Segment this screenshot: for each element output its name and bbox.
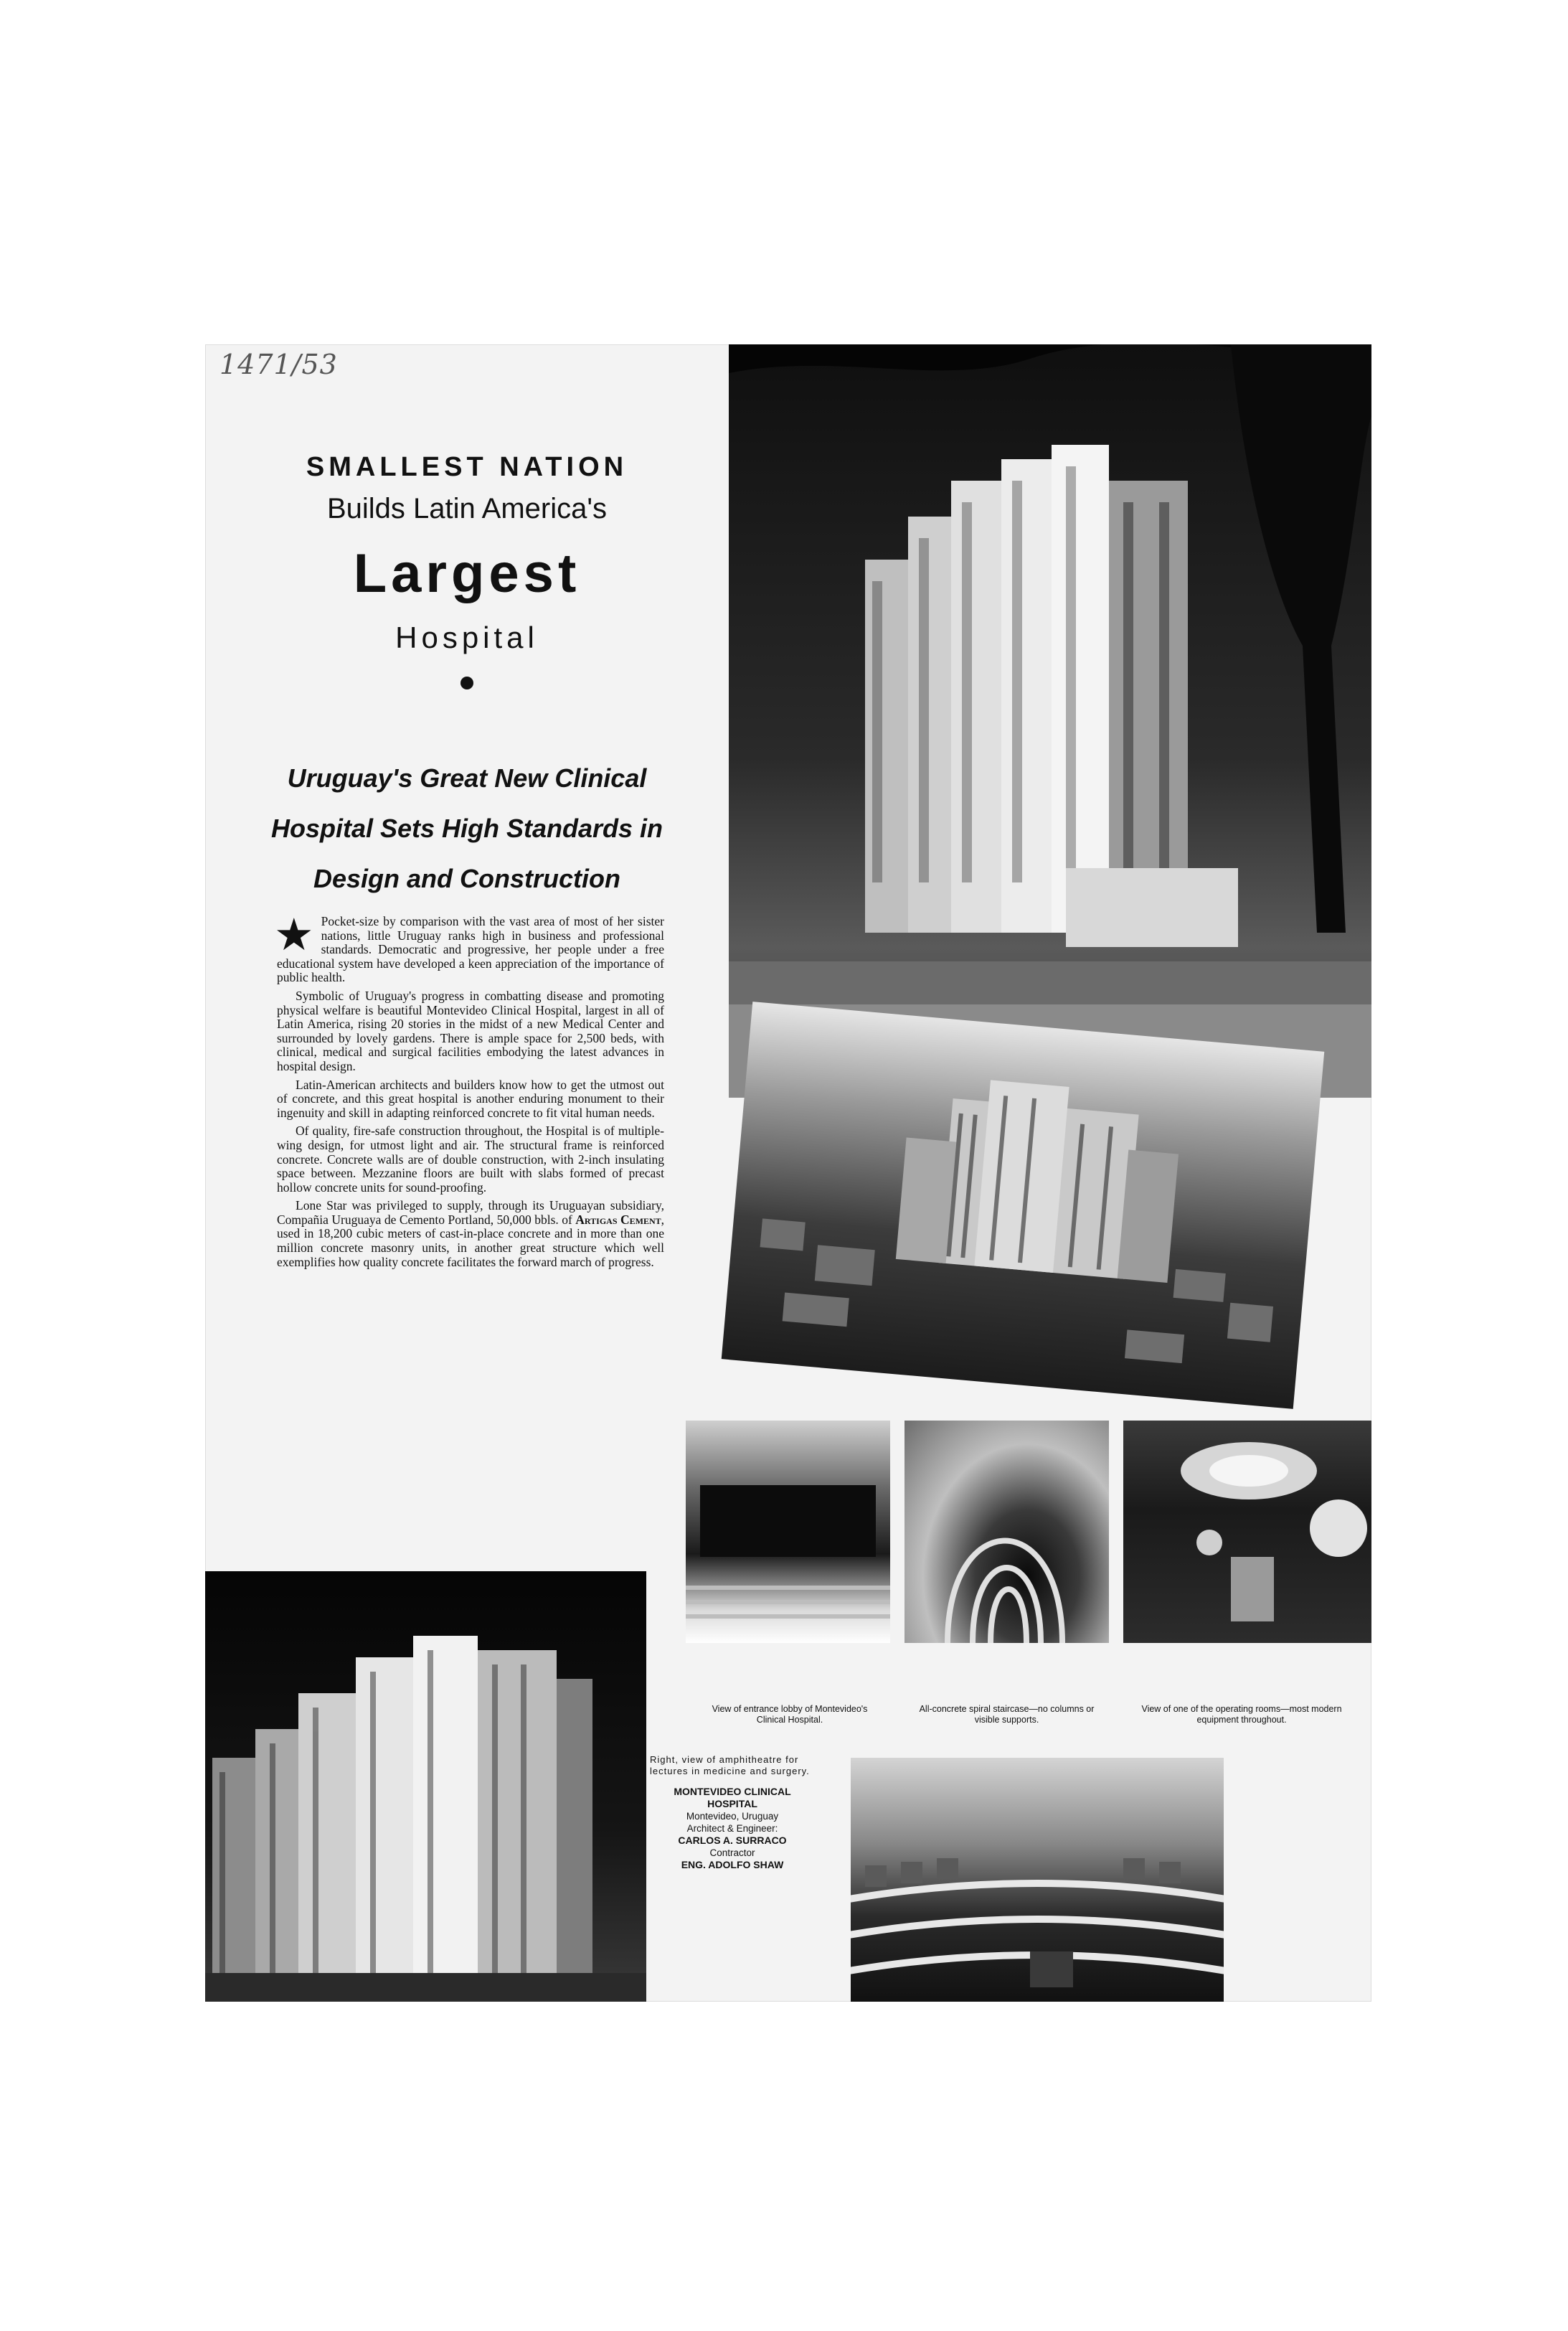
body-paragraph: Of quality, fire-safe construction throughout, the Hospital is of multiple-wing design, for utmost light and air. The structural frame is reinforced concrete. Concrete walls are of double construction, with 2-inch insulating space between. Mezzanine floors are built with slabs formed of precast hollow concrete units for sound-proofing. — [277, 1124, 664, 1195]
handwritten-note: 1471/53 — [219, 349, 338, 380]
credits-block — [650, 1754, 815, 1871]
hospital-location: Montevideo, Uruguay — [686, 1811, 779, 1822]
hospital-name-line-1: MONTEVIDEO CLINICAL — [674, 1786, 791, 1797]
hospital-name-line-2: HOSPITAL — [707, 1798, 757, 1809]
spiral-staircase-photo — [905, 1421, 1109, 1643]
architect-name: CARLOS A. SURRACO — [678, 1835, 787, 1846]
headline-line-4: Hospital — [395, 621, 539, 654]
operating-room-photo — [1123, 1421, 1371, 1643]
body-paragraph: Latin-American architects and builders know how to get the utmost out of concrete, and this great hospital is another enduring monument to their ingenuity and skill in adapting reinforced concrete to fit vital human needs. — [277, 1077, 664, 1120]
caption-staircase: All-concrete spiral staircase—no columns or visible supports. — [919, 1704, 1095, 1725]
star-icon: ★ — [274, 911, 314, 960]
caption-operating: View of one of the operating rooms—most modern equipment throughout. — [1141, 1704, 1342, 1725]
headline-block — [205, 452, 729, 689]
body-text — [274, 911, 664, 1273]
body-paragraph: Lone Star was privileged to supply, through its Uruguayan subsidiary, Compañia Uruguaya de Cemento Portland, 50,000 bbls. of Artigas Cement, used in 18,200 cubic meters of cast-in-place concrete and in more than one million concrete masonry units, in another great structure which well exemplifies how quality concrete facilitates the forward march of progress. — [277, 1198, 664, 1269]
brand-name: Artigas Cement — [575, 1212, 661, 1227]
caption-amphitheatre: Right, view of amphitheatre for lectures in medicine and surgery. — [650, 1754, 810, 1776]
entrance-lobby-photo — [686, 1421, 890, 1643]
project-credits — [650, 1786, 815, 1871]
subheadline-line-2: Hospital Sets High Standards in — [270, 814, 663, 843]
subheadline — [248, 753, 686, 904]
headline-line-1: SMALLEST NATION — [306, 452, 628, 482]
architect-label: Architect & Engineer: — [686, 1823, 778, 1834]
aerial-city-photo — [722, 1002, 1325, 1409]
hospital-wings-photo — [205, 1571, 646, 2002]
contractor-name: ENG. ADOLFO SHAW — [681, 1859, 784, 1870]
subheadline-line-1: Uruguay's Great New Clinical — [287, 763, 647, 793]
body-paragraph: Symbolic of Uruguay's progress in combatting disease and promoting physical welfare is beautiful Montevideo Clinical Hospital, largest in all of Latin America, rising 20 stories in the midst of a new Medical Center and surrounded by lovely gardens. There is ample space for 2,500 beds, with clinical, medical and surgical facilities embodying the latest advances in hospital design. — [277, 988, 664, 1073]
contractor-label: Contractor — [709, 1847, 755, 1858]
bullet-dot — [461, 677, 473, 689]
hospital-tower-photo — [729, 344, 1371, 1098]
brochure-page — [205, 344, 1371, 2002]
amphitheatre-photo — [851, 1758, 1224, 2002]
subheadline-line-3: Design and Construction — [313, 864, 620, 893]
headline-line-2: Builds Latin America's — [326, 493, 608, 524]
caption-lobby: View of entrance lobby of Montevideo's Clinical Hospital. — [712, 1704, 868, 1725]
headline-line-3: Largest — [353, 543, 581, 604]
body-paragraph: ★ Pocket-size by comparison with the vast area of most of her sister nations, little Uruguay ranks high in business and professional standards. Democratic and progressive, her people under a free educational system have developed a keen appreciation of the importance of public health. — [274, 911, 664, 985]
